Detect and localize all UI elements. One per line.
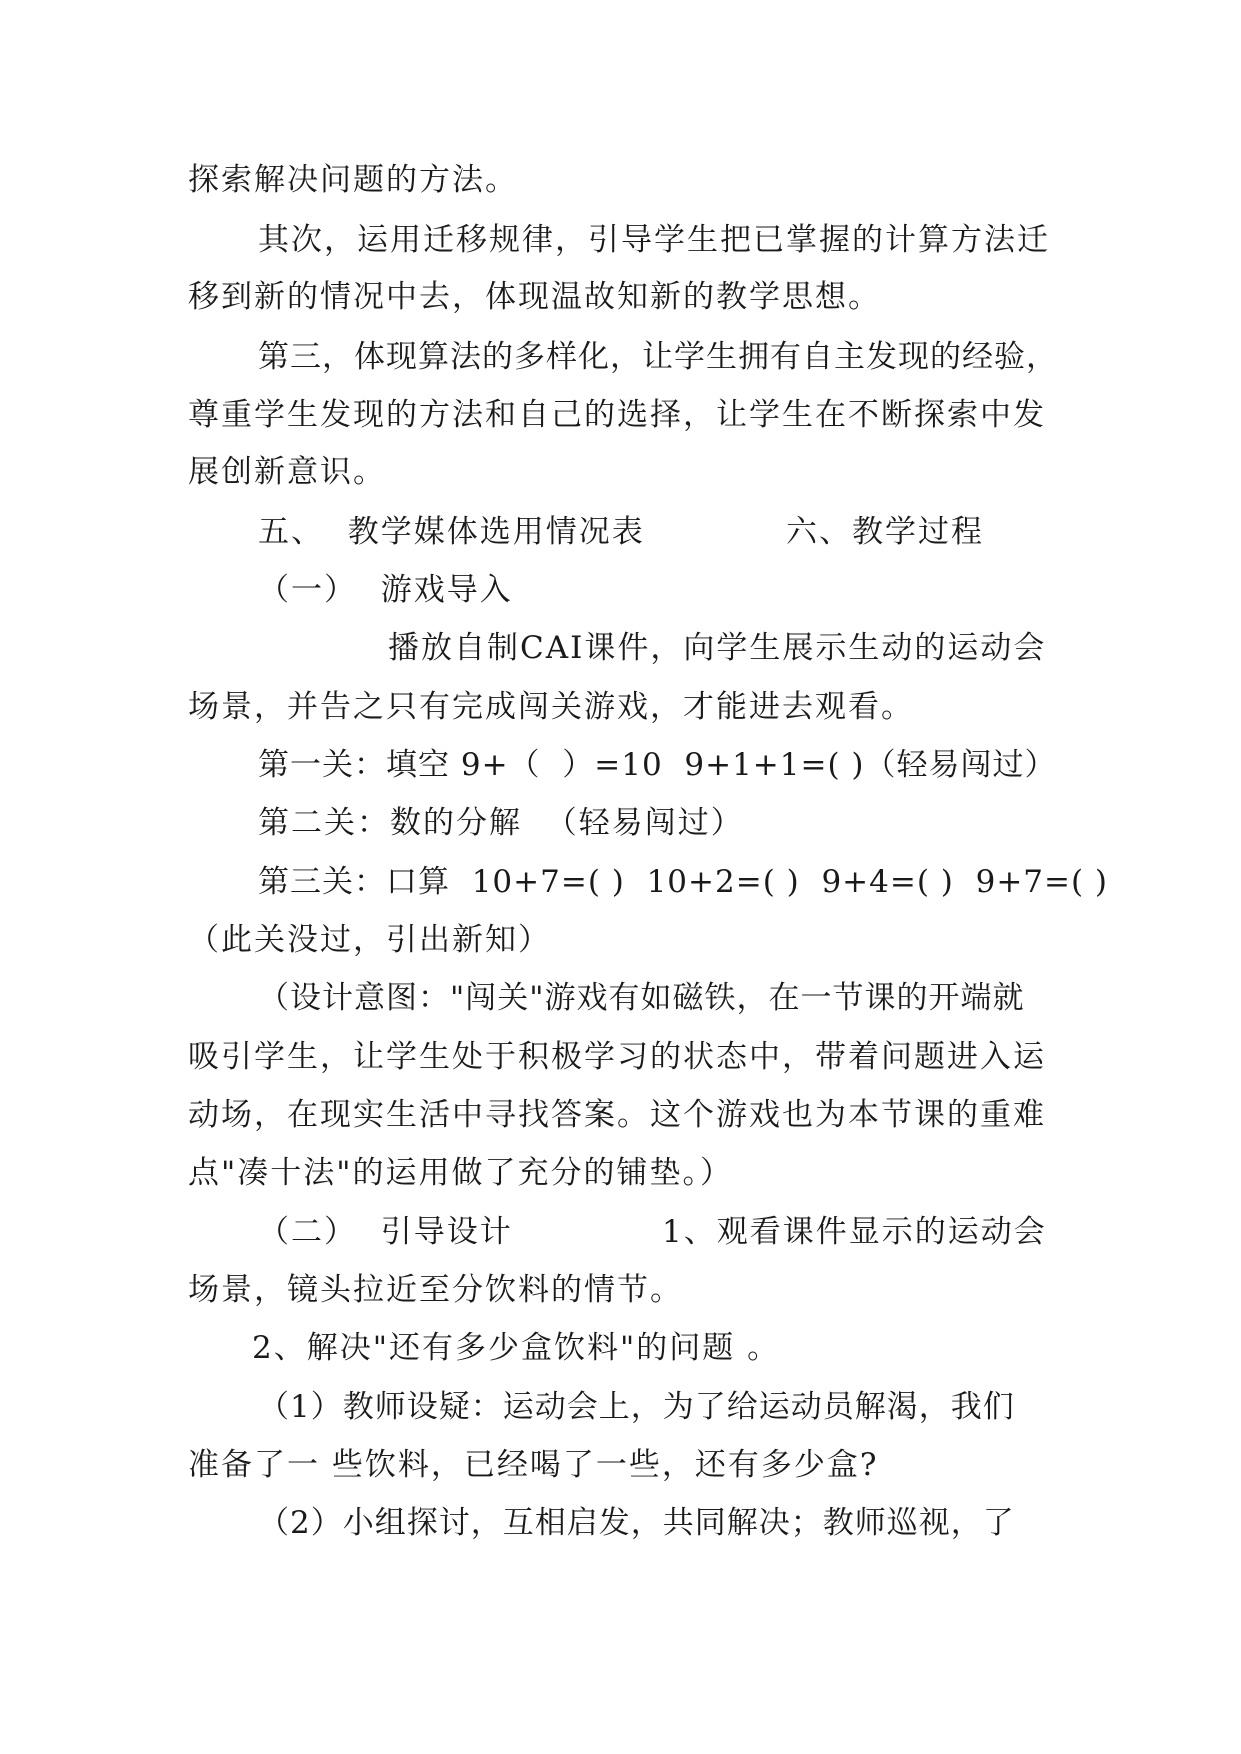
text-line: 探索解决问题的方法。 [188,162,518,198]
text-line: （2）小组探讨，互相启发，共同解决；教师巡视，了 [258,1505,1015,1541]
text-line: 吸引学生，让学生处于积极学习的状态中，带着问题进入运 [188,1039,1046,1075]
text-line: 移到新的情况中去，体现温故知新的教学思想。 [188,279,881,315]
text-line: 第三关：口算 10+7=( ) 10+2=( ) 9+4=( ) 9+7=( ) [258,864,1109,900]
text-line: 点"凑十法"的运用做了充分的铺垫。） [188,1155,734,1191]
text-line: 尊重学生发现的方法和自己的选择，让学生在不断探索中发 [188,397,1046,433]
text-line: 2、解决"还有多少盒饮料"的问题 。 [252,1330,781,1366]
text-line: （此关没过，引出新知） [188,922,551,958]
section-heading: 六、教学过程 [786,514,984,550]
text-line: 场景，并告之只有完成闯关游戏，才能进去观看。 [188,689,914,725]
text-line: 场景，镜头拉近至分饮料的情节。 [188,1272,683,1308]
text-line: 第三，体现算法的多样化，让学生拥有自主发现的经验， [258,339,1058,375]
section-heading: 五、 教学媒体选用情况表 [258,514,645,550]
text-line: 展创新意识。 [188,454,386,490]
text-line: 第一关：填空 9+（ ）=10 9+1+1=( )（轻易闯过） [258,747,1057,783]
text-line: 1、观看课件显示的运动会 [662,1214,1047,1250]
text-line: （1）教师设疑：运动会上，为了给运动员解渴，我们 [258,1389,1015,1425]
text-line: 其次，运用迁移规律，引导学生把已掌握的计算方法迁 [258,222,1050,258]
text-line: （设计意图："闯关"游戏有如磁铁，在一节课的开端就 [258,980,1025,1016]
subsection-heading: （二） 引导设计 [258,1214,513,1250]
text-line: 动场，在现实生活中寻找答案。这个游戏也为本节课的重难 [188,1097,1046,1133]
text-line: 播放自制CAI课件，向学生展示生动的运动会 [388,630,1047,666]
subsection-heading: （一） 游戏导入 [258,572,513,608]
text-line: 准备了一 些饮料，已经喝了一些，还有多少盒? [188,1447,879,1483]
text-line: 第二关：数的分解 （轻易闯过） [258,805,744,841]
